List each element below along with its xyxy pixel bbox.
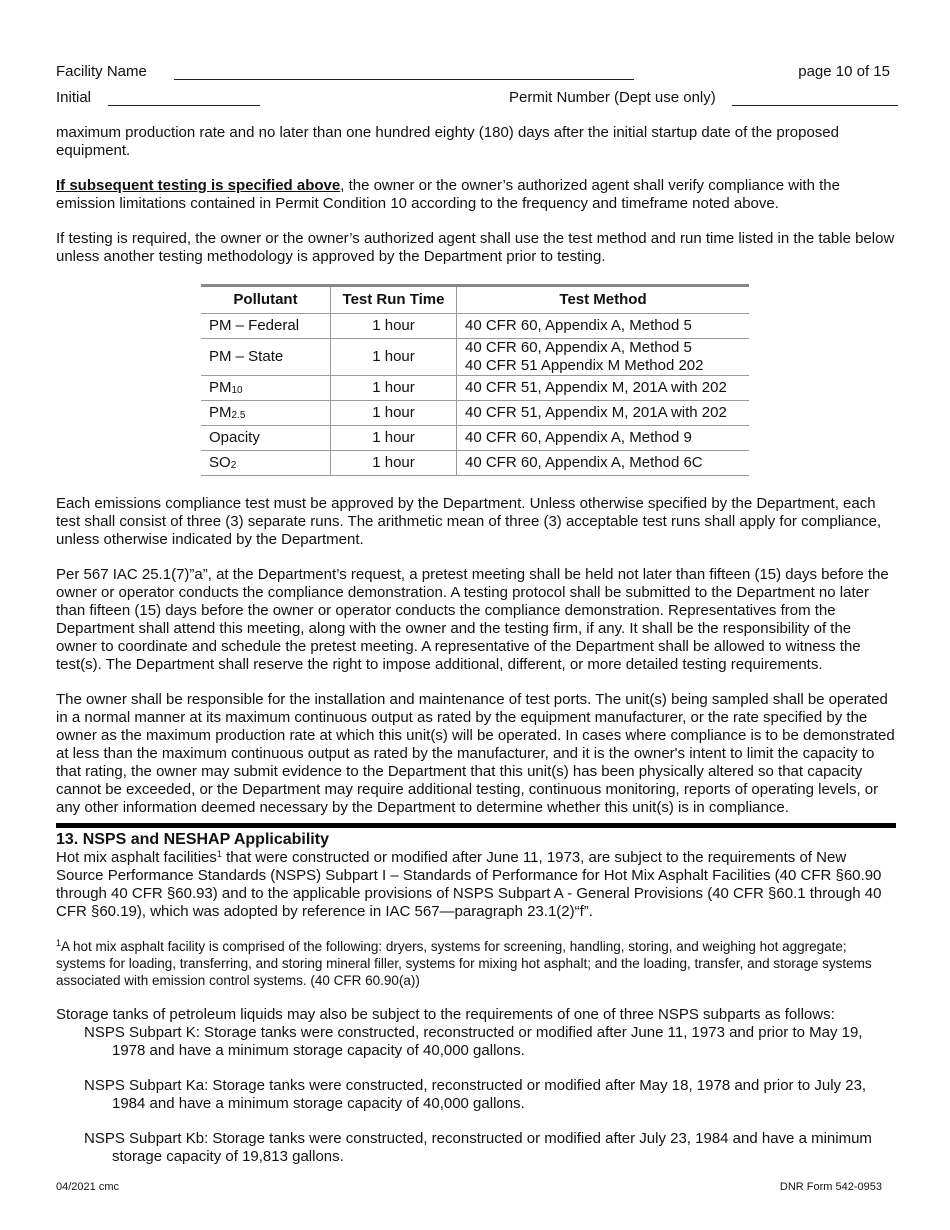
pollutant-subscript: 10 bbox=[231, 385, 243, 396]
facility-name-field[interactable] bbox=[174, 79, 634, 80]
pollutant-name: SO bbox=[209, 454, 231, 471]
table-row bbox=[201, 401, 749, 426]
pollutant-cell bbox=[201, 451, 331, 476]
footnote-hot-mix bbox=[56, 938, 896, 989]
permit-number-field[interactable] bbox=[732, 105, 898, 106]
method-cell: 40 CFR 60, Appendix A, Method 9 bbox=[457, 426, 750, 451]
paragraph-hot-mix-asphalt bbox=[56, 849, 896, 921]
section-13-title: 13. NSPS and NESHAP Applicability bbox=[56, 831, 329, 848]
pollutant-subscript: 2.5 bbox=[231, 410, 246, 421]
method-cell: 40 CFR 51, Appendix M, 201A with 202 bbox=[457, 376, 750, 401]
test-method-table bbox=[201, 284, 749, 476]
run-time-cell: 1 hour bbox=[331, 451, 457, 476]
intro-text-a: Hot mix asphalt facilities bbox=[56, 849, 217, 866]
paragraph-test-approval: Each emissions compliance test must be approved by the Department. Unless otherwise specified by the Department, each test shall consist of three (3) separate runs. The arithmetic mean of three (3) acceptable test runs shall apply for compliance, unless otherwise indicated by the Department. bbox=[56, 495, 882, 548]
facility-name-label: Facility Name bbox=[56, 63, 147, 80]
page-number: page 10 of 15 bbox=[798, 63, 890, 80]
paragraph-test-method: If testing is required, the owner or the owner’s authorized agent shall use the test method and run time listed in the table below unless another testing methodology is approved by the Department prior to testing. bbox=[56, 230, 895, 265]
method-line-2: 40 CFR 51 Appendix M Method 202 bbox=[465, 357, 704, 374]
pollutant-cell bbox=[201, 376, 331, 401]
run-time-cell: 1 hour bbox=[331, 314, 457, 339]
run-time-cell: 1 hour bbox=[331, 401, 457, 426]
footer-form-number: DNR Form 542-0953 bbox=[779, 1181, 882, 1193]
paragraph-subsequent-testing bbox=[56, 177, 896, 213]
initial-label: Initial bbox=[56, 89, 92, 106]
header-pollutant: Pollutant bbox=[201, 286, 331, 314]
paragraph-startup: maximum production rate and no later than one hundred eighty (180) days after the initial startup date of the proposed equipment. bbox=[56, 124, 839, 159]
run-time-cell: 1 hour bbox=[331, 339, 457, 376]
paragraph-test-ports: The owner shall be responsible for the installation and maintenance of test ports. The unit(s) being sampled shall be operated in a normal manner at its maximum continuous output as rated by the equipment manufacturer, or the rate specified by the owner as the maximum production rate at which this unit(s) will be operated. In cases where compliance is to be demonstrated at less than the maximum continuous output as rated by the manufacturer, and it is the owner's intent to limit the capacity to that rating, the owner may submit evidence to the Department that this unit(s) has been physically altered so that capacity cannot be exceeded, or the Department may require additional testing, continuous monitoring, reports of operating levels, or any other information deemed necessary by the Department to determine whether this unit(s) is in compliance. bbox=[56, 691, 895, 816]
pollutant-name: PM – Federal bbox=[209, 317, 300, 334]
intro-text-b: that were constructed or modified after June 11, 1973, are subject to the requirements of New Source Performance Standards (NSPS) Subpart I – Standards of Performance for Hot Mix Asphalt Facilities (40 CFR §60.90 through 40 CFR §60.93) and to the applicable provisions of NSPS Subpart A - General Provisions (40 CFR §60.1 through 40 CFR §60.19), which was adopted by reference in IAC 567—paragraph 23.1(2)“f”. bbox=[56, 849, 882, 920]
permit-number-label: Permit Number (Dept use only) bbox=[509, 89, 716, 106]
pollutant-subscript: 2 bbox=[230, 460, 237, 471]
pollutant-name: Opacity bbox=[209, 429, 260, 446]
pollutant-name: PM bbox=[209, 404, 232, 421]
pollutant-cell bbox=[201, 426, 331, 451]
footer-revision: 04/2021 cmc bbox=[56, 1181, 119, 1193]
list-item: NSPS Subpart K: Storage tanks were constructed, reconstructed or modified after June 11, 1973 and prior to May 19, 1978 and have a minimum storage capacity of 40,000 gallons. bbox=[84, 1024, 863, 1059]
method-cell: 40 CFR 60, Appendix A, Method 5 bbox=[457, 314, 750, 339]
footnote-text: A hot mix asphalt facility is comprised of the following: dryers, systems for screening, handling, storing, and weighing hot aggregate; systems for loading, transferring, and storing mineral filler, systems for mixing hot asphalt; and the loading, transfer, and storage systems associated with emission control systems. (40 CFR 60.90(a)) bbox=[56, 939, 872, 988]
table-row bbox=[201, 451, 749, 476]
method-line-1: 40 CFR 60, Appendix A, Method 5 bbox=[465, 339, 692, 356]
table-header-row bbox=[201, 286, 749, 314]
method-cell bbox=[457, 339, 750, 376]
table-row bbox=[201, 339, 749, 376]
header-test-run-time: Test Run Time bbox=[331, 286, 457, 314]
method-cell: 40 CFR 51, Appendix M, 201A with 202 bbox=[457, 401, 750, 426]
table-row bbox=[201, 314, 749, 339]
subsequent-testing-lead: If subsequent testing is specified above bbox=[56, 177, 341, 194]
list-item: NSPS Subpart Kb: Storage tanks were constructed, reconstructed or modified after July 23, 1984 and have a minimum storage capacity of 19,813 gallons. bbox=[84, 1130, 872, 1165]
header-test-method: Test Method bbox=[457, 286, 750, 314]
method-cell: 40 CFR 60, Appendix A, Method 6C bbox=[457, 451, 750, 476]
run-time-cell: 1 hour bbox=[331, 426, 457, 451]
footnote-number: 1 bbox=[56, 938, 62, 948]
document-body bbox=[56, 124, 896, 1183]
pollutant-name: PM – State bbox=[209, 348, 284, 365]
run-time-cell: 1 hour bbox=[331, 376, 457, 401]
subsequent-testing-text: , the owner or the owner’s authorized agent shall verify compliance with the emission limitations contained in Permit Condition 10 according to the frequency and timeframe noted above. bbox=[56, 177, 840, 212]
list-item: NSPS Subpart Ka: Storage tanks were constructed, reconstructed or modified after May 18, 1978 and prior to July 23, 1984 and have a minimum storage capacity of 40,000 gallons. bbox=[84, 1077, 867, 1112]
footnote-ref: 1 bbox=[216, 849, 222, 859]
section-divider bbox=[56, 823, 896, 828]
paragraph-storage-tanks: Storage tanks of petroleum liquids may also be subject to the requirements of one of three NSPS subparts as follows: bbox=[56, 1006, 835, 1023]
paragraph-pretest-meeting: Per 567 IAC 25.1(7)”a”, at the Department’s request, a pretest meeting shall be held not later than fifteen (15) days before the owner or operator conducts the compliance demonstration. A testing protocol shall be submitted to the Department no later than fifteen (15) days before the owner or operator conducts the compliance demonstration. Representatives from the Department shall attend this meeting, along with the owner and the testing firm, if any. It shall be the responsibility of the owner to coordinate and schedule the pretest meeting. A representative of the Department shall be allowed to witness the test(s). The Department shall reserve the right to impose additional, different, or more detailed testing requirements. bbox=[56, 566, 889, 673]
table-row bbox=[201, 426, 749, 451]
pollutant-cell bbox=[201, 401, 331, 426]
pollutant-cell bbox=[201, 339, 331, 376]
initial-field[interactable] bbox=[108, 105, 260, 106]
table-row bbox=[201, 376, 749, 401]
pollutant-cell bbox=[201, 314, 331, 339]
pollutant-name: PM bbox=[209, 379, 232, 396]
